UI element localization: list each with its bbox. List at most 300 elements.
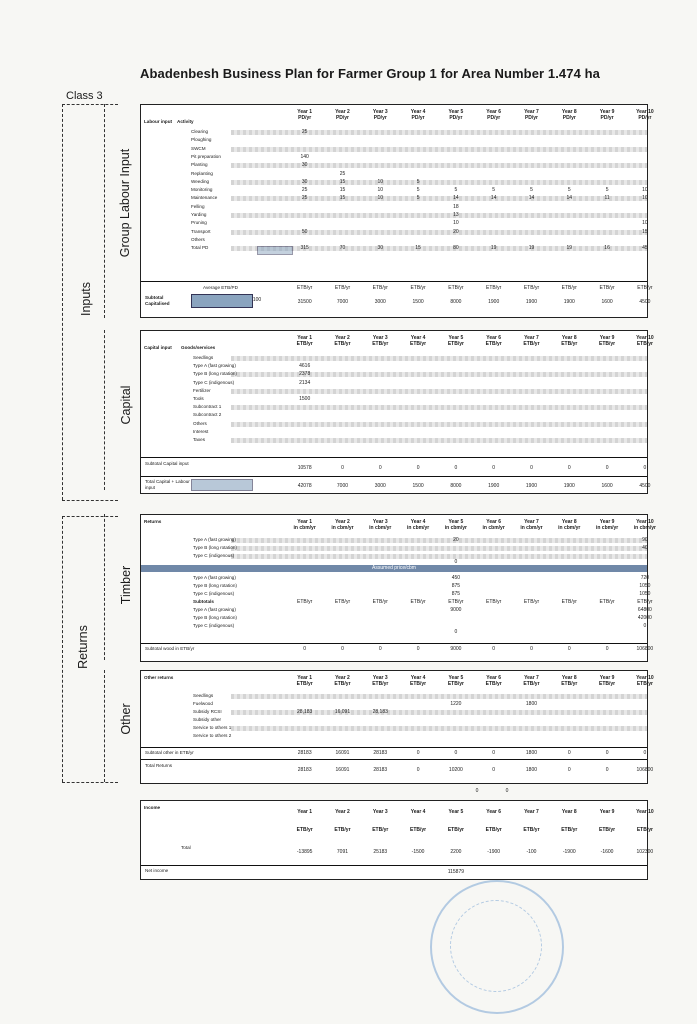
activity-label: Replanting bbox=[191, 170, 213, 176]
capital-total: 42078 bbox=[297, 483, 312, 489]
row-stripe bbox=[231, 356, 647, 361]
price-y5: 450 bbox=[451, 575, 461, 581]
etb-unit: ETB/yr bbox=[297, 285, 313, 291]
year-header: Year 9 bbox=[599, 109, 615, 115]
unit-header: PD/yr bbox=[600, 115, 614, 121]
sub-y5-extra: 0 bbox=[454, 629, 458, 635]
unit-header: ETB/yr bbox=[296, 681, 313, 687]
capital-total: 8000 bbox=[450, 483, 462, 489]
etb-unit: ETB/yr bbox=[599, 285, 615, 291]
timber-subtotal: 0 bbox=[303, 646, 307, 652]
labour-cell: 140 bbox=[300, 153, 309, 160]
labour-cell: 10 bbox=[377, 178, 384, 185]
unit-header: in cbm/yr bbox=[520, 525, 543, 531]
other-item: Seedlings bbox=[193, 693, 214, 698]
unit-header: ETB/yr bbox=[636, 681, 653, 687]
inputs-frame-bottom bbox=[62, 500, 118, 501]
unit-header: ETB/yr bbox=[561, 681, 578, 687]
income-total: -1900 bbox=[562, 849, 576, 855]
unit-header: PD/yr bbox=[335, 115, 349, 121]
activity-label: Others bbox=[191, 236, 205, 242]
sub-y10: 64800 bbox=[637, 607, 652, 613]
labour-cell: 25 bbox=[301, 187, 308, 194]
sub-y10: 0 bbox=[643, 623, 647, 629]
unit-header: in cbm/yr bbox=[369, 525, 392, 531]
unit-header: in cbm/yr bbox=[444, 525, 467, 531]
labour-cell: 19 bbox=[490, 245, 497, 252]
capital-frame bbox=[104, 330, 105, 490]
row-stripe bbox=[231, 438, 647, 443]
etb-unit: ETB/yr bbox=[523, 599, 540, 605]
below-zero-2: 0 bbox=[505, 788, 509, 794]
unit-header: PD/yr bbox=[562, 115, 576, 121]
activity-label: Total PD bbox=[191, 245, 209, 251]
labour-frame bbox=[104, 104, 105, 318]
unit-header: ETB/yr bbox=[334, 681, 351, 687]
income-total: 102300 bbox=[636, 849, 654, 855]
income-total: 7091 bbox=[336, 849, 349, 855]
etb-unit: ETB/yr bbox=[486, 285, 502, 291]
subsidy-cell: 16,091 bbox=[334, 709, 351, 715]
year-header: Year 1 bbox=[297, 809, 313, 815]
labour-cell: 5 bbox=[530, 187, 533, 194]
goods-head: Goods/services bbox=[181, 345, 216, 350]
year-header: Year 7 bbox=[524, 335, 539, 341]
capital-item: Type C (indigenous) bbox=[193, 379, 235, 385]
capital-total: 7000 bbox=[336, 483, 349, 489]
sub-item: Type C (indigenous) bbox=[193, 623, 235, 628]
etb-unit: ETB/yr bbox=[334, 599, 351, 605]
returns-frame-bottom bbox=[62, 782, 118, 783]
inputs-label: Inputs bbox=[79, 281, 93, 317]
unit-header: ETB/yr bbox=[599, 827, 616, 833]
timber-subtotal: 0 bbox=[605, 646, 609, 652]
labour-cell: 5 bbox=[454, 187, 458, 194]
labour-cell: 30 bbox=[377, 245, 384, 252]
fuelwood-y5: 1220 bbox=[450, 701, 462, 707]
unit-header: in cbm/yr bbox=[406, 525, 430, 531]
unit-header: in cbm/yr bbox=[293, 525, 316, 531]
timber-subtotal: 0 bbox=[378, 646, 382, 652]
labour-cell: 30 bbox=[301, 162, 308, 169]
avg-label: Average ETB/PD bbox=[203, 285, 238, 290]
capital-item: Seedlings bbox=[193, 355, 214, 360]
etb-unit: ETB/yr bbox=[561, 599, 577, 605]
capital-total: 1900 bbox=[563, 483, 575, 489]
year-header: Year 2 bbox=[335, 335, 350, 341]
capital-item: Tools bbox=[193, 396, 204, 401]
capital-total: 3000 bbox=[374, 483, 386, 489]
official-stamp bbox=[430, 880, 564, 1014]
capital-item: Taxes bbox=[193, 437, 205, 442]
capital-table bbox=[140, 330, 654, 494]
capital-item: Type A (fast growing) bbox=[193, 363, 236, 369]
year-header: Year 9 bbox=[599, 335, 615, 341]
year-header: Year 3 bbox=[372, 335, 388, 341]
capital-total: 1500 bbox=[412, 483, 424, 489]
etb-unit: ETB/yr bbox=[561, 285, 577, 291]
capital-item: Subcontract 1 bbox=[193, 404, 222, 410]
activity-label: Pit preparation bbox=[191, 153, 221, 159]
labour-subtotal: 1900 bbox=[488, 299, 500, 305]
unit-header: ETB/yr bbox=[447, 827, 464, 833]
other-returns-table bbox=[140, 670, 654, 784]
income-total: 25183 bbox=[373, 849, 388, 855]
labour-subtotal: 4500 bbox=[639, 299, 651, 305]
labour-cell: 13 bbox=[453, 212, 459, 218]
total-returns: 28183 bbox=[373, 767, 388, 773]
total-returns-label: Total Returns bbox=[145, 763, 173, 768]
capital-subtotal: 0 bbox=[341, 465, 344, 471]
unit-header: ETB/yr bbox=[410, 681, 427, 687]
unit-header: ETB/yr bbox=[296, 827, 313, 833]
capital-item: Interest bbox=[193, 428, 209, 434]
income-head: Income bbox=[144, 805, 161, 810]
labour-cell: 70 bbox=[339, 245, 346, 252]
labour-subtotal: 8000 bbox=[450, 299, 462, 305]
unit-header: ETB/yr bbox=[296, 341, 313, 347]
unit-header: ETB/yr bbox=[636, 827, 653, 833]
capital-cell: 2134 bbox=[299, 379, 311, 386]
timber-subtotal: 9000 bbox=[450, 646, 462, 652]
activity-label: Maintenance bbox=[191, 195, 218, 201]
unit-header: PD/yr bbox=[638, 115, 652, 121]
labour-cell: 5 bbox=[416, 195, 420, 202]
unit-header: ETB/yr bbox=[410, 827, 427, 833]
labour-cell: 45 bbox=[642, 245, 648, 252]
volume-item: Type A (fast growing) bbox=[193, 537, 236, 542]
capital-item: Type B (long rotation) bbox=[193, 371, 237, 377]
labour-cell: 5 bbox=[416, 187, 420, 194]
activity-label: Pruning bbox=[191, 220, 207, 226]
timber-subtotal: 0 bbox=[530, 646, 533, 652]
labour-cell: 14 bbox=[453, 195, 459, 202]
unit-header: ETB/yr bbox=[410, 341, 427, 347]
year-header: Year 4 bbox=[410, 519, 426, 525]
capital-label: Capital bbox=[119, 385, 133, 425]
total-label: Total bbox=[181, 845, 191, 850]
year-header: Year 1 bbox=[297, 335, 313, 341]
etb-unit: ETB/yr bbox=[410, 285, 426, 291]
year-header: Year 10 bbox=[636, 519, 654, 525]
income-total: -1900 bbox=[487, 849, 501, 855]
row-stripe bbox=[231, 554, 647, 559]
other-item: Subsidy other bbox=[193, 717, 222, 722]
labour-cell: 30 bbox=[301, 178, 308, 185]
etb-unit: ETB/yr bbox=[372, 285, 388, 291]
labour-cell: 14 bbox=[528, 195, 535, 202]
net-income-value: 115879 bbox=[447, 869, 465, 875]
year-header: Year 2 bbox=[335, 809, 350, 815]
returns-frame-top bbox=[62, 516, 118, 517]
labour-cell: 14 bbox=[490, 195, 497, 202]
labour-cell: 25 bbox=[339, 170, 346, 177]
year-header: Year 7 bbox=[524, 109, 539, 115]
unit-header: ETB/yr bbox=[599, 341, 616, 347]
labour-cell: 315 bbox=[300, 245, 309, 252]
income-total: -100 bbox=[526, 849, 537, 855]
unit-header: ETB/yr bbox=[561, 341, 578, 347]
other-subtotal: 0 bbox=[454, 750, 458, 756]
other-subtotal: 0 bbox=[605, 750, 609, 756]
other-subtotal: 1800 bbox=[525, 750, 538, 756]
unit-header: in cbm/yr bbox=[558, 525, 581, 531]
other-item: Service to others 2 bbox=[193, 733, 232, 738]
row-stripe bbox=[231, 405, 647, 410]
price-item: Type A (fast growing) bbox=[193, 575, 236, 580]
labour-cell: 11 bbox=[604, 195, 610, 202]
income-table bbox=[140, 800, 654, 880]
year-header: Year 10 bbox=[636, 675, 654, 681]
total-returns: 10200 bbox=[448, 767, 463, 773]
activity-label: Weeding bbox=[191, 178, 210, 184]
row-stripe bbox=[231, 538, 647, 543]
price-item: Type C (indigenous) bbox=[193, 591, 235, 596]
etb-unit: ETB/yr bbox=[599, 599, 615, 605]
activity-label: Clearing bbox=[191, 129, 209, 134]
labour-subtotal: 1500 bbox=[412, 299, 424, 305]
timber-table bbox=[140, 514, 656, 662]
fuelwood-y7: 1800 bbox=[525, 701, 538, 707]
unit-header: ETB/yr bbox=[334, 341, 351, 347]
year-header: Year 5 bbox=[448, 519, 464, 525]
timber-subtotal: 106800 bbox=[636, 646, 654, 652]
year-header: Year 4 bbox=[410, 335, 426, 341]
other-subtotal: 0 bbox=[567, 750, 571, 756]
class-label: Class 3 bbox=[66, 90, 103, 102]
other-subtotal: 28183 bbox=[373, 750, 388, 756]
capital-cell: 1500 bbox=[299, 396, 311, 402]
labour-subtotal: 1900 bbox=[525, 299, 538, 305]
unit-header: ETB/yr bbox=[523, 341, 540, 347]
returns-label: Returns bbox=[76, 625, 90, 669]
total-capital-label: Total Capital + Labour input bbox=[145, 479, 190, 490]
year-header: Year 8 bbox=[561, 675, 577, 681]
capital-head: Capital input bbox=[144, 345, 172, 350]
sub-item: Type A (fast growing) bbox=[193, 607, 236, 612]
capital-subtotal: 0 bbox=[605, 465, 609, 471]
year-header: Year 6 bbox=[486, 109, 502, 115]
inputs-frame-top bbox=[62, 104, 118, 105]
labour-cell: 19 bbox=[566, 245, 573, 252]
year-header: Year 6 bbox=[486, 335, 502, 341]
other-subtotal: 0 bbox=[492, 750, 496, 756]
activity-head: Activity bbox=[177, 119, 194, 124]
year-header: Year 3 bbox=[372, 809, 388, 815]
unit-header: ETB/yr bbox=[561, 827, 578, 833]
year-header: Year 8 bbox=[561, 809, 577, 815]
income-divider bbox=[141, 865, 647, 866]
volume-item: Type C (indigenous) bbox=[193, 553, 235, 558]
labour-cell: 5 bbox=[492, 187, 496, 194]
unit-header: ETB/yr bbox=[636, 341, 653, 347]
transport-highlight bbox=[257, 246, 293, 255]
year-header: Year 6 bbox=[486, 519, 502, 525]
unit-header: ETB/yr bbox=[523, 827, 540, 833]
unit-header: in cbm/yr bbox=[331, 525, 354, 531]
labour-cell: 25 bbox=[301, 129, 308, 135]
other-subtotal: 0 bbox=[416, 750, 420, 756]
year-header: Year 3 bbox=[372, 675, 388, 681]
labour-subtotal: 3000 bbox=[374, 299, 386, 305]
row-stripe bbox=[231, 694, 647, 699]
total-returns: 16091 bbox=[335, 767, 350, 773]
unit-header: ETB/yr bbox=[372, 827, 389, 833]
year-header: Year 9 bbox=[599, 675, 615, 681]
labour-cell: 10 bbox=[453, 220, 459, 227]
year-header: Year 8 bbox=[561, 519, 577, 525]
labour-cell: 19 bbox=[528, 245, 535, 252]
activity-label: Yarding bbox=[191, 212, 207, 217]
year-header: Year 10 bbox=[636, 809, 654, 815]
etb-unit: ETB/yr bbox=[486, 599, 502, 605]
year-header: Year 6 bbox=[486, 675, 502, 681]
unit-header: PD/yr bbox=[524, 115, 538, 121]
labour-cell: 25 bbox=[301, 195, 308, 202]
price-y10: 1050 bbox=[639, 583, 651, 589]
row-stripe bbox=[231, 726, 647, 731]
unit-header: ETB/yr bbox=[447, 681, 464, 687]
year-header: Year 9 bbox=[599, 809, 615, 815]
sub-y5: 9000 bbox=[450, 607, 462, 613]
year-header: Year 3 bbox=[372, 109, 388, 115]
year-header: Year 10 bbox=[636, 335, 654, 341]
total-returns: 1800 bbox=[525, 767, 538, 773]
labour-cell: 20 bbox=[453, 228, 459, 235]
etb-unit: ETB/yr bbox=[637, 599, 653, 605]
subtotal-label: Subtotal Capitalised bbox=[145, 295, 170, 306]
avg-value: 100 bbox=[252, 297, 262, 303]
year-header: Year 1 bbox=[297, 109, 313, 115]
other-subtotal-label: Subtotal other in ETB/yr bbox=[145, 750, 194, 755]
sub-item: Type B (long rotation) bbox=[193, 615, 237, 620]
other-frame bbox=[104, 670, 105, 782]
timber-subtotal: 0 bbox=[492, 646, 496, 652]
other-head: Other returns bbox=[144, 675, 174, 680]
labour-subtotal: 1900 bbox=[563, 299, 575, 305]
other-subtotal: 0 bbox=[643, 750, 647, 756]
year-header: Year 2 bbox=[335, 109, 350, 115]
total-returns: 0 bbox=[605, 767, 609, 773]
income-total: 2200 bbox=[450, 849, 462, 855]
labour-subtotal: 7000 bbox=[336, 299, 349, 305]
timber-label: Timber bbox=[119, 565, 133, 605]
activity-label: Ploughing bbox=[191, 137, 212, 143]
capital-total: 1600 bbox=[601, 483, 613, 489]
labour-cell: 5 bbox=[567, 187, 571, 194]
labour-cell: 10 bbox=[377, 187, 384, 194]
labour-cell: 80 bbox=[453, 245, 459, 252]
income-total: -13895 bbox=[296, 849, 313, 855]
unit-header: ETB/yr bbox=[372, 681, 389, 687]
year-header: Year 7 bbox=[524, 519, 539, 525]
labour-cell: 14 bbox=[566, 195, 573, 202]
timber-subtotal-label: Subtotal wood in ETB/yr bbox=[145, 646, 195, 651]
activity-label: Transport bbox=[191, 228, 211, 234]
capital-total: 4500 bbox=[639, 483, 651, 489]
capital-subtotal: 10578 bbox=[297, 465, 312, 471]
labour-cell: 15 bbox=[339, 187, 346, 194]
capital-subtotal: 0 bbox=[530, 465, 533, 471]
volume-y10: 40 bbox=[642, 545, 648, 551]
timber-subtotal: 0 bbox=[567, 646, 571, 652]
unit-header: PD/yr bbox=[449, 115, 463, 121]
unit-header: PD/yr bbox=[373, 115, 387, 121]
year-header: Year 2 bbox=[335, 519, 350, 525]
volume-extra: 0 bbox=[454, 559, 458, 565]
year-header: Year 8 bbox=[561, 109, 577, 115]
year-header: Year 1 bbox=[297, 519, 313, 525]
unit-header: ETB/yr bbox=[334, 827, 351, 833]
total-returns: 0 bbox=[567, 767, 571, 773]
activity-label: Monitoring bbox=[191, 187, 213, 193]
capital-subtotal: 0 bbox=[416, 465, 420, 471]
labour-cell: 15 bbox=[642, 228, 648, 235]
capital-subtotal: 0 bbox=[567, 465, 571, 471]
total-returns: 106800 bbox=[636, 767, 654, 773]
year-header: Year 2 bbox=[335, 675, 350, 681]
unit-header: ETB/yr bbox=[447, 341, 464, 347]
total-box bbox=[191, 479, 253, 491]
etb-unit: ETB/yr bbox=[372, 599, 388, 605]
unit-header: ETB/yr bbox=[485, 681, 502, 687]
price-y10: 720 bbox=[640, 575, 650, 581]
unit-header: in cbm/yr bbox=[595, 525, 619, 531]
volume-y5: 20 bbox=[453, 537, 459, 543]
etb-unit: ETB/yr bbox=[297, 599, 313, 605]
assumed-price-bar: Assumed price/cbm bbox=[141, 565, 647, 572]
year-header: Year 7 bbox=[524, 675, 539, 681]
unit-header: in cbm/yr bbox=[633, 525, 656, 531]
labour-cell: 10 bbox=[642, 220, 648, 227]
capital-cell: 2378 bbox=[299, 371, 311, 378]
volume-item: Type B (long rotation) bbox=[193, 545, 237, 550]
other-divider bbox=[141, 747, 647, 748]
capital-cell: 4616 bbox=[299, 363, 311, 370]
year-header: Year 4 bbox=[410, 809, 426, 815]
capital-item: Subcontract 2 bbox=[193, 412, 222, 418]
capital-total: 1900 bbox=[488, 483, 500, 489]
other-subtotal: 28183 bbox=[297, 750, 312, 756]
income-total: -1600 bbox=[600, 849, 614, 855]
unit-header: PD/yr bbox=[487, 115, 501, 121]
capital-subtotal: 0 bbox=[454, 465, 458, 471]
timber-subtotal: 0 bbox=[416, 646, 420, 652]
capital-total: 1900 bbox=[525, 483, 538, 489]
other-subtotal: 16091 bbox=[335, 750, 350, 756]
unit-header: in cbm/yr bbox=[482, 525, 505, 531]
labour-cell: 10 bbox=[377, 195, 384, 202]
subsidy-cell: 28,183 bbox=[372, 709, 388, 715]
timber-subtotal: 0 bbox=[341, 646, 344, 652]
capital-item: Others bbox=[193, 420, 207, 426]
capital-divider bbox=[141, 457, 647, 458]
row-stripe bbox=[231, 422, 647, 427]
year-header: Year 5 bbox=[448, 335, 464, 341]
year-header: Year 10 bbox=[636, 109, 654, 115]
year-header: Year 5 bbox=[448, 675, 464, 681]
etb-unit: ETB/yr bbox=[523, 285, 540, 291]
labour-divider bbox=[141, 281, 647, 282]
volume-y10: 90 bbox=[642, 537, 648, 543]
year-header: Year 4 bbox=[410, 109, 426, 115]
capital-divider-2 bbox=[141, 476, 647, 477]
year-header: Year 9 bbox=[599, 519, 615, 525]
other-item: Subsidy RCSI bbox=[193, 709, 222, 714]
other-item: Service to others 1 bbox=[193, 725, 232, 730]
unit-header: ETB/yr bbox=[599, 681, 616, 687]
unit-header: ETB/yr bbox=[372, 341, 389, 347]
